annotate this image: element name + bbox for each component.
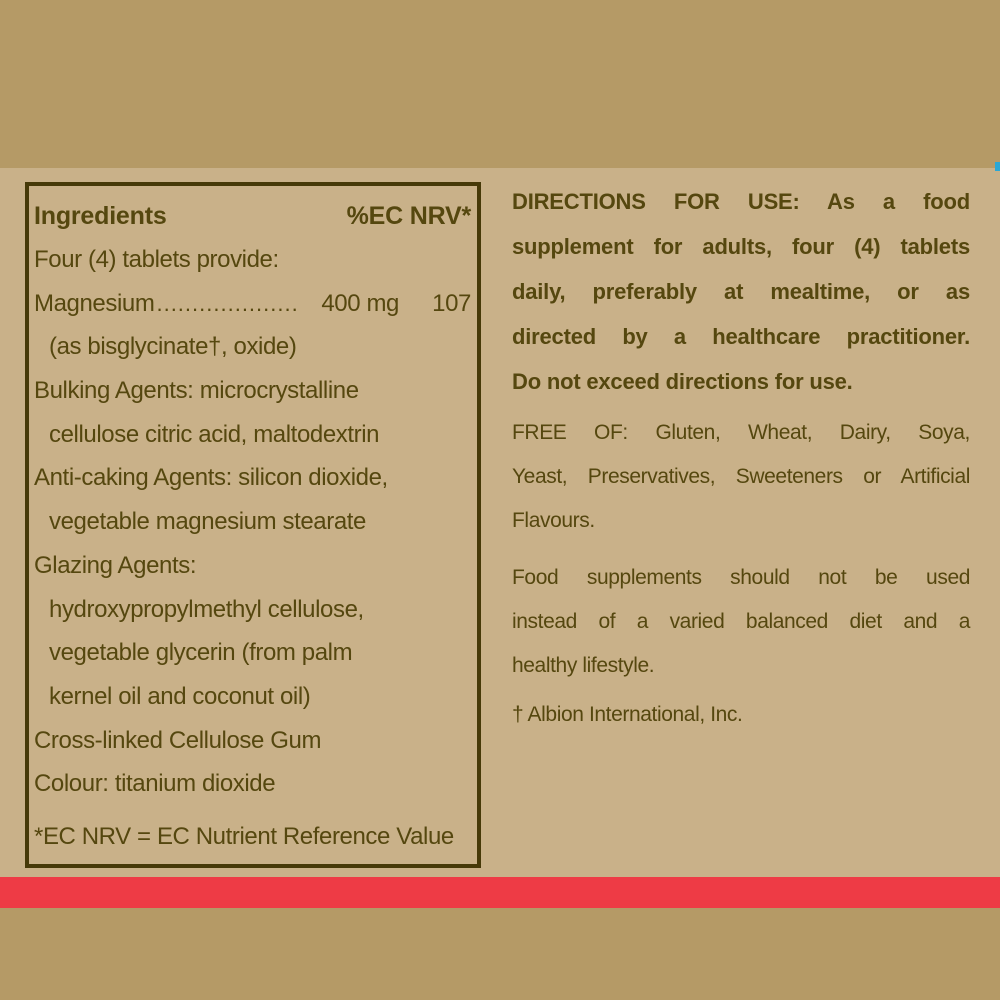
advisory-paragraph	[512, 556, 970, 688]
nutrient-name: Magnesium	[34, 289, 155, 317]
ingredient-line: kernel oil and coconut oil)	[49, 682, 311, 710]
directions-line: supplement for adults, four (4) tablets	[512, 234, 970, 259]
ingredient-line: Colour: titanium dioxide	[34, 770, 276, 798]
advisory-line: instead of a varied balanced diet and a	[512, 610, 970, 633]
free-of-line: FREE OF: Gluten, Wheat, Dairy, Soya,	[512, 421, 970, 444]
ingredient-line: Bulking Agents: microcrystalline	[34, 377, 359, 405]
gold-band-bottom	[0, 908, 1000, 1000]
albion-credit	[512, 693, 970, 737]
advisory-line: Food supplements should not be used	[512, 566, 970, 589]
serving-line: Four (4) tablets provide:	[34, 246, 279, 273]
ingredient-line: Cross-linked Cellulose Gum	[34, 726, 322, 754]
ingredients-title: Ingredients	[34, 202, 167, 230]
ingredients-panel	[25, 182, 481, 868]
directions-panel	[512, 179, 970, 737]
ingredient-line: (as bisglycinate†, oxide)	[49, 333, 297, 361]
ingredients-header	[34, 194, 471, 238]
free-of-paragraph	[512, 411, 970, 543]
ingredient-line: vegetable glycerin (from palm	[49, 639, 353, 667]
ingredient-line: Anti-caking Agents: silicon dioxide,	[34, 464, 388, 492]
directions-line: directed by a healthcare practitioner.	[512, 324, 970, 349]
ingredient-line: cellulose citric acid, maltodextrin	[49, 420, 380, 448]
advisory-line: healthy lifestyle.	[512, 654, 655, 677]
free-of-line: Flavours.	[512, 509, 595, 532]
directions-line: daily, preferably at mealtime, or as	[512, 279, 970, 304]
ingredient-line: vegetable magnesium stearate	[49, 508, 366, 536]
ingredient-line: Glazing Agents:	[34, 551, 197, 579]
directions-line: DIRECTIONS FOR USE: As a food	[512, 189, 970, 214]
nrv-column-header: %EC NRV*	[346, 202, 471, 230]
magnesium-row	[34, 282, 471, 326]
free-of-line: Yeast, Preservatives, Sweeteners or Artificial	[512, 465, 970, 488]
print-artifact-dot	[995, 162, 1000, 171]
ingredient-line: hydroxypropylmethyl cellulose,	[49, 595, 364, 623]
red-stripe	[0, 877, 1000, 908]
directions-paragraph	[512, 179, 970, 404]
nrv-footnote: *EC NRV = EC Nutrient Reference Value	[34, 822, 454, 850]
nutrient-nrv-value: 107	[432, 289, 471, 317]
directions-line: Do not exceed directions for use.	[512, 369, 853, 394]
nutrient-amount: 400 mg	[321, 289, 399, 317]
albion-credit-line: † Albion International, Inc.	[512, 703, 743, 726]
gold-band-top	[0, 0, 1000, 168]
dot-leader: ....................	[156, 290, 299, 316]
